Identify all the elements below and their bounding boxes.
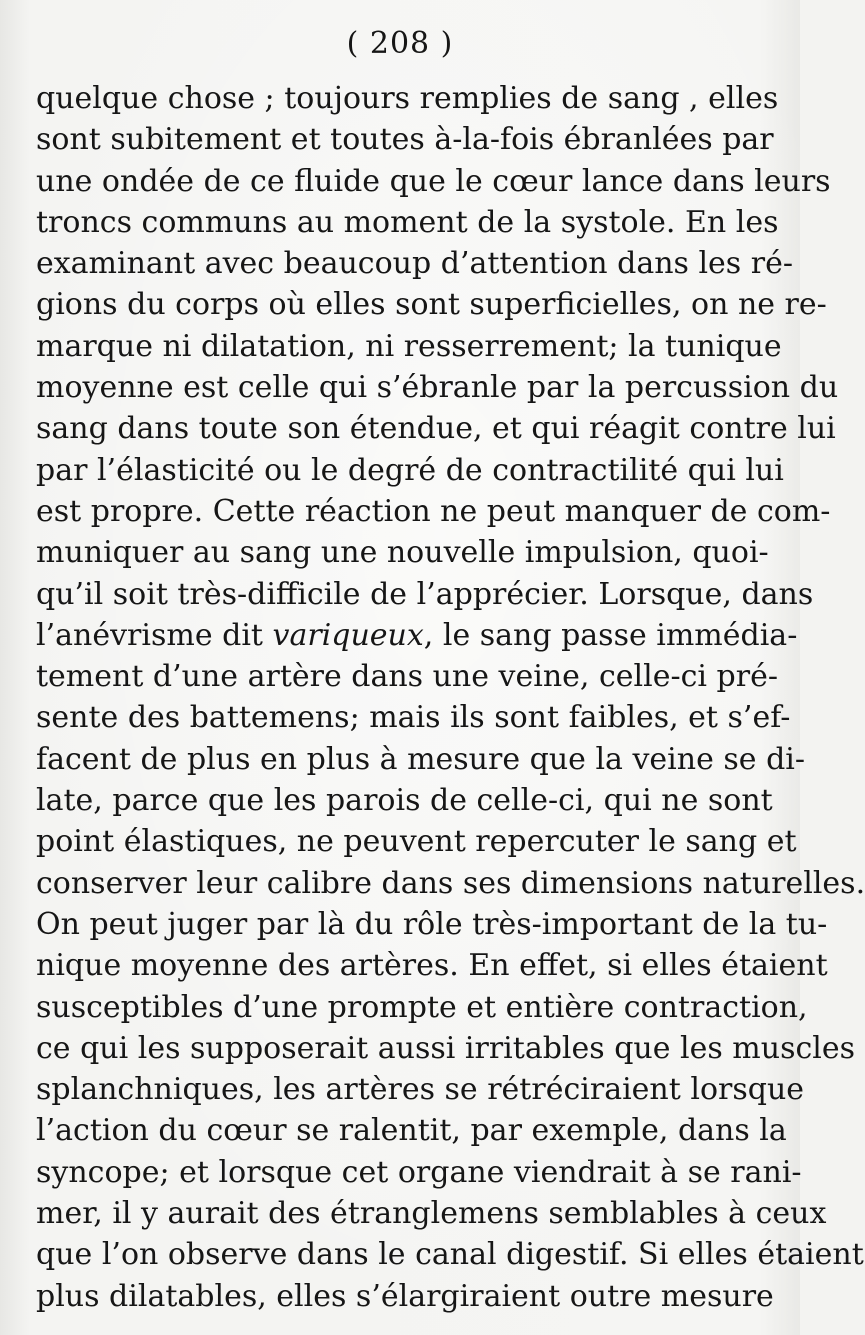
text-line-5: examinant avec beaucoup d’attention dans les ré- — [36, 246, 793, 282]
text-line-14-after: , le sang passe immédia- — [423, 617, 798, 653]
page-number: ( 208 ) — [346, 26, 454, 61]
text-line-27: syncope; et lorsque cet organe viendrait à se rani- — [36, 1154, 802, 1190]
text-line-19: point élastiques, ne peuvent repercuter le sang et — [36, 824, 797, 860]
text-line-3: une ondée de ce fluide que le cœur lance dans leurs — [36, 163, 831, 199]
text-line-25: splanchniques, les artères se rétréciraient lorsque — [36, 1072, 805, 1108]
text-line-12: muniquer au sang une nouvelle impulsion, quoi- — [36, 535, 769, 571]
text-line-2: sont subitement et toutes à-la-fois ébranlées par — [36, 122, 774, 158]
text-line-7: marque ni dilatation, ni resserrement; la tunique — [36, 328, 782, 364]
text-line-15: tement d’une artère dans une veine, celle-ci pré- — [36, 659, 778, 695]
text-line-13: qu’il soit très-difficile de l’apprécier. Lorsque, dans — [36, 576, 814, 612]
text-line-1: quelque chose ; toujours remplies de sang , elles — [36, 81, 779, 116]
text-line-6: gions du corps où elles sont superficielles, on ne re- — [36, 287, 827, 323]
text-line-28: mer, il y aurait des étranglemens semblables à ceux — [36, 1196, 827, 1232]
text-line-10: par l’élasticité ou le degré de contractilité qui lui — [36, 452, 784, 488]
text-line-9: sang dans toute son étendue, et qui réagit contre lui — [36, 411, 836, 447]
text-line-17: facent de plus en plus à mesure que la veine se di- — [36, 741, 805, 777]
text-line-26: l’action du cœur se ralentit, par exemple, dans la — [36, 1113, 787, 1149]
text-line-22: nique moyenne des artères. En effet, si elles étaient — [36, 948, 828, 984]
text-line-20: conserver leur calibre dans ses dimensions naturelles. — [36, 865, 865, 901]
text-line-14-before: l’anévrisme dit — [36, 617, 273, 653]
text-line-23: susceptibles d’une prompte et entière contraction, — [36, 989, 808, 1025]
body-text — [36, 78, 865, 1317]
text-line-21: On peut juger par là du rôle très-important de la tu- — [36, 906, 828, 942]
text-line-8: moyenne est celle qui s’ébranle par la percussion du — [36, 370, 839, 406]
text-line-18: late, parce que les parois de celle-ci, qui ne sont — [36, 783, 773, 819]
text-line-30: plus dilatables, elles s’élargiraient outre mesure — [36, 1278, 774, 1314]
text-line-24: ce qui les supposerait aussi irritables que les muscles — [36, 1030, 856, 1066]
text-line-14 — [36, 615, 798, 656]
text-line-4: troncs communs au moment de la systole. En les — [36, 204, 779, 240]
text-line-11: est propre. Cette réaction ne peut manquer de com- — [36, 493, 831, 529]
text-line-16: sente des battemens; mais ils sont faibles, et s’ef- — [36, 700, 791, 736]
italic-term: variqueux — [272, 617, 424, 653]
text-line-29: que l’on observe dans le canal digestif. Si elles étaient — [36, 1237, 864, 1273]
